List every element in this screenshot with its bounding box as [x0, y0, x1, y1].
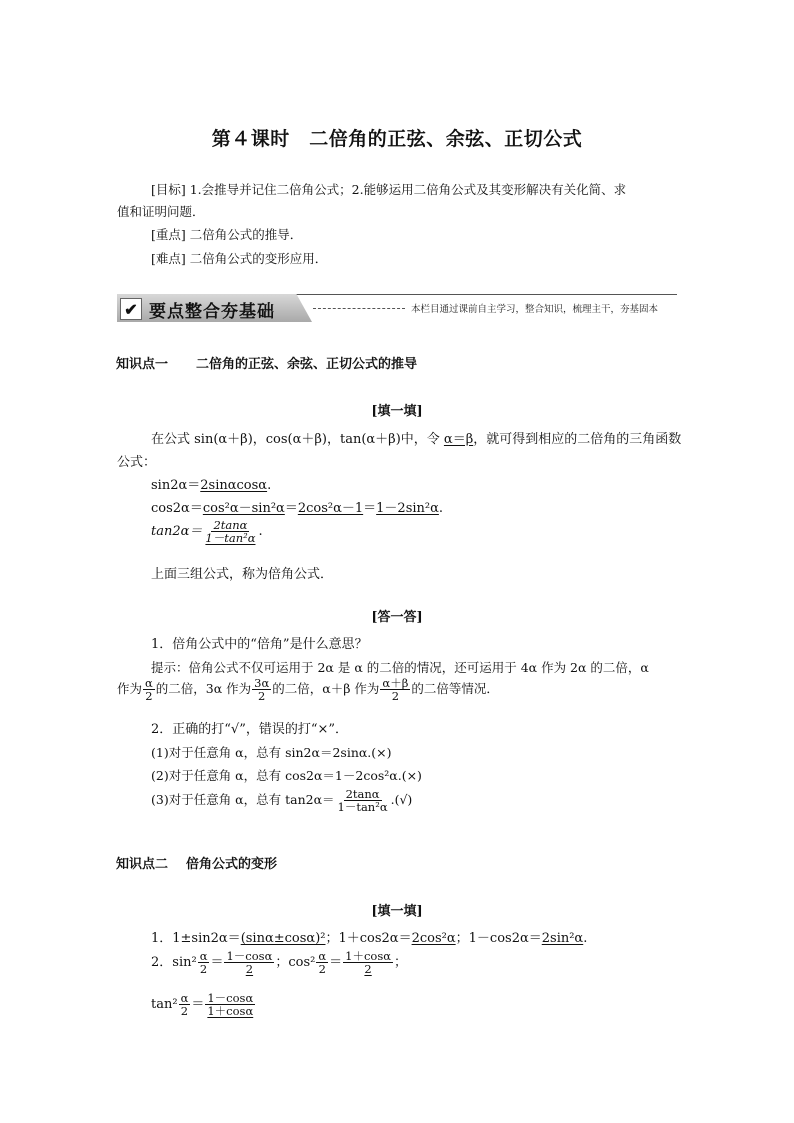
hint-f1-num: α — [145, 676, 153, 690]
v2-text-b: ；cos² — [275, 955, 316, 971]
checkmark-icon: ✔ — [120, 298, 142, 320]
cos-answer-3: 1－2sin²α — [376, 501, 439, 516]
intro-line-2: 公式： — [117, 455, 157, 470]
section1-heading — [116, 353, 417, 372]
v3-text-a: tan² — [151, 997, 178, 1013]
judge-3-den: 1－tan²α — [337, 800, 388, 815]
key-point: [重点] 二倍角公式的推导． — [151, 227, 303, 242]
question-2: 2．正确的打“√”，错误的打“×”． — [151, 722, 349, 737]
judge-3-end: .(√) — [390, 792, 413, 808]
v3-eq: ＝ — [191, 997, 205, 1013]
hint-f3-den: 2 — [391, 689, 400, 704]
judge-3-fraction — [336, 788, 390, 813]
intro-answer: α＝β — [443, 432, 474, 447]
section-banner — [117, 294, 677, 322]
v2-f1-den: 2 — [199, 962, 208, 977]
v2-f1-num: α — [199, 949, 208, 963]
tan-fraction — [203, 519, 257, 544]
hint-fraction-3 — [380, 677, 410, 702]
cos-end: . — [438, 501, 444, 516]
hint-text-1: 作为 — [117, 681, 143, 697]
section2-prefix: 知识点二 — [116, 857, 169, 872]
tan-denominator: 1－tan²α — [205, 531, 256, 546]
intro-line-1 — [151, 428, 681, 447]
cos-answer-2: 2cos²α－1 — [297, 501, 364, 516]
v2-text-a: 2．sin² — [151, 955, 197, 971]
v2-eq-2: ＝ — [329, 955, 343, 971]
v1-answer-3: 2sin²α — [541, 931, 584, 946]
hint-f2-num: 3α — [254, 676, 270, 690]
judge-3 — [151, 788, 412, 813]
v3-f-num: α — [180, 991, 189, 1005]
v2-eq-1: ＝ — [210, 955, 224, 971]
section2-title: 倍角公式的变形 — [186, 857, 278, 872]
intro-text: 在公式 sin(α＋β)，cos(α＋β)，tan(α＋β)中，令 — [151, 432, 444, 447]
hint-f1-den: 2 — [145, 689, 153, 704]
section1-title: 二倍角的正弦、余弦、正切公式的推导 — [196, 357, 418, 372]
fill-label-2: [填一填] — [371, 904, 423, 919]
v1-text-a: 1．1±sin2α＝ — [151, 931, 241, 946]
v2-half-angle-1 — [198, 950, 210, 975]
v2-half-angle-2 — [316, 950, 328, 975]
v2-answer-1 — [224, 950, 274, 975]
difficulty-point: [难点] 二倍角公式的变形应用． — [151, 251, 328, 266]
v2-a1-den: 2 — [245, 962, 254, 977]
v1-text-d: . — [583, 931, 588, 946]
variant-line-1 — [151, 927, 587, 946]
sin-double-formula — [151, 474, 271, 493]
v2-a1-num: 1－cosα — [226, 949, 273, 963]
sin-answer: 2sinαcosα — [200, 478, 268, 493]
banner-note: 本栏目通过课前自主学习，整合知识，梳理主干，夯基固本 — [411, 304, 659, 315]
sin-end: . — [267, 478, 272, 493]
target-line-2: 值和证明问题． — [117, 204, 205, 219]
v1-text-b: ；1＋cos2α＝ — [325, 931, 412, 946]
cos-double-formula — [151, 497, 443, 516]
tan-numerator: 2tanα — [213, 518, 248, 532]
hint-text-2: 的二倍，3α 作为 — [155, 681, 252, 697]
cos-eq-2: ＝ — [363, 501, 377, 516]
fill-label-1: [填一填] — [371, 404, 423, 419]
intro-text-end: ，就可得到相应的二倍角的三角函数 — [473, 432, 682, 447]
cos-lhs: cos2α＝ — [151, 501, 203, 516]
banner-label: 要点整合夯基础 — [149, 302, 275, 322]
judge-2: (2)对于任意角 α，总有 cos2α＝1－2cos²α.(×) — [151, 768, 422, 783]
banner-dash-rule — [313, 308, 405, 309]
hint-text-4: 的二倍等情况． — [411, 681, 499, 697]
tan-lhs: tan2α＝ — [151, 524, 203, 540]
formula-summary: 上面三组公式，称为倍角公式． — [151, 567, 334, 582]
v2-a2-num: 1＋cosα — [345, 949, 391, 963]
judge-3-num: 2tanα — [345, 787, 380, 801]
v2-text-c: ； — [394, 955, 408, 971]
v3-answer — [205, 992, 255, 1017]
page-title: 第４课时 二倍角的正弦、余弦、正切公式 — [211, 128, 583, 150]
v3-ans-den: 1＋cosα — [207, 1004, 254, 1019]
v1-answer-1: (sinα±cosα)² — [240, 931, 326, 946]
section1-prefix: 知识点一 — [116, 357, 169, 372]
v1-text-c: ；1－cos2α＝ — [455, 931, 542, 946]
hint-f3-num: α＋β — [382, 676, 409, 690]
hint-text-3: 的二倍，α＋β 作为 — [272, 681, 380, 697]
sin-lhs: sin2α＝ — [151, 478, 201, 493]
v3-ans-num: 1－cosα — [207, 991, 254, 1005]
judge-1: (1)对于任意角 α，总有 sin2α＝2sinα.(×) — [151, 745, 392, 760]
hint-fraction-2 — [252, 677, 271, 702]
judge-3-text: (3)对于任意角 α，总有 tan2α＝ — [151, 792, 335, 808]
answer-label: [答一答] — [371, 610, 423, 625]
tan-end: . — [258, 524, 263, 540]
v2-f2-num: α — [318, 949, 327, 963]
v2-answer-2 — [343, 950, 393, 975]
hint-line-1: 提示：倍角公式不仅可运用于 2α 是 α 的二倍的情况，还可运用于 4α 作为 2α 的二倍，α — [151, 660, 649, 675]
hint-fraction-1 — [143, 677, 155, 702]
target-line-1: [目标] 1.会推导并记住二倍角公式；2.能够运用二倍角公式及其变形解决有关化简、求 — [151, 182, 627, 197]
hint-f2-den: 2 — [258, 689, 266, 704]
v3-f-den: 2 — [180, 1004, 189, 1019]
hint-line-2 — [117, 677, 499, 702]
v2-f2-den: 2 — [318, 962, 326, 977]
variant-line-2 — [151, 950, 407, 975]
v1-answer-2: 2cos²α — [411, 931, 456, 946]
question-1: 1．倍角公式中的“倍角”是什么意思？ — [151, 637, 368, 652]
cos-answer-1: cos²α－sin²α — [202, 501, 285, 516]
variant-line-3 — [151, 992, 256, 1017]
v3-half-angle — [179, 992, 191, 1017]
v2-a2-den: 2 — [364, 962, 372, 977]
tan-double-formula — [151, 519, 263, 544]
section2-heading — [116, 853, 277, 872]
cos-eq-1: ＝ — [284, 501, 298, 516]
